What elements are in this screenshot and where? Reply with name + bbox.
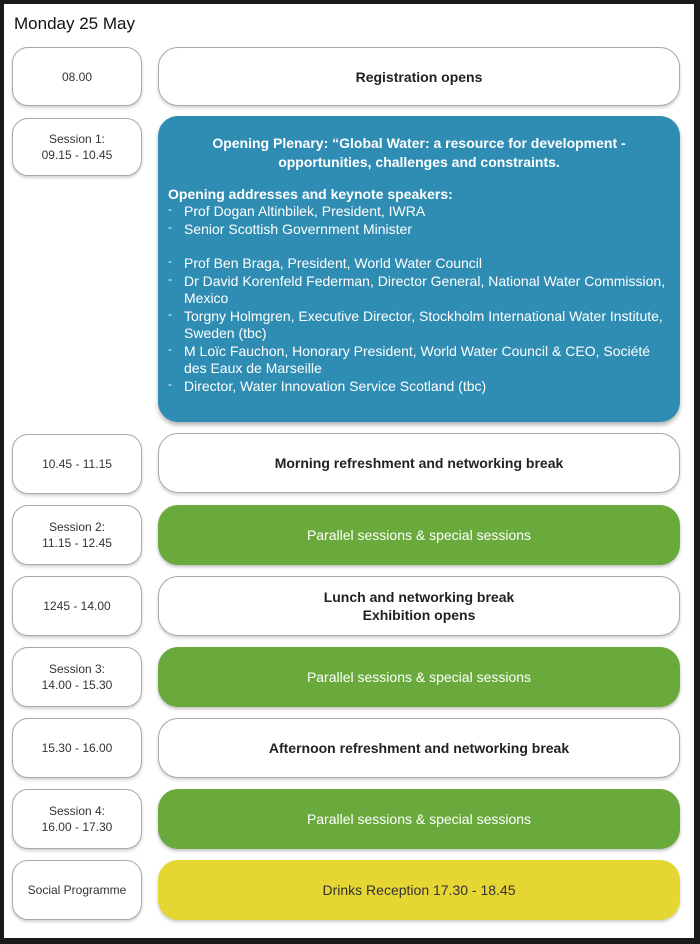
schedule-event: Registration opens xyxy=(158,47,680,106)
schedule-event: Morning refreshment and networking break xyxy=(158,433,680,493)
schedule-event: Afternoon refreshment and networking break xyxy=(158,718,680,778)
speaker-item: - M Loïc Fauchon, Honorary President, World Water Council & CEO, Société des Eaux de Marseille xyxy=(168,343,670,378)
time-slot: Session 1: 09.15 - 10.45 xyxy=(12,118,142,176)
speaker-item: - Prof Dogan Altinbilek, President, IWRA xyxy=(168,203,670,221)
opening-plenary xyxy=(158,116,680,422)
speaker-item: - Dr David Korenfeld Federman, Director General, National Water Commission, Mexico xyxy=(168,273,670,308)
speaker-item: - Senior Scottish Government Minister xyxy=(168,221,670,239)
time-slot: Session 4: 16.00 - 17.30 xyxy=(12,789,142,849)
speaker-item: - Prof Ben Braga, President, World Water Council xyxy=(168,255,670,273)
schedule-event: Parallel sessions & special sessions xyxy=(158,647,680,707)
plenary-title: Opening Plenary: “Global Water: a resource for development - opportunities, challenges and constraints. xyxy=(212,135,626,170)
time-slot: 1245 - 14.00 xyxy=(12,576,142,636)
schedule-event: Lunch and networking break Exhibition opens xyxy=(158,576,680,636)
time-slot: Session 3: 14.00 - 15.30 xyxy=(12,647,142,707)
time-slot: 15.30 - 16.00 xyxy=(12,718,142,778)
schedule-event: Drinks Reception 17.30 - 18.45 xyxy=(158,860,680,920)
plenary-subhead: Opening addresses and keynote speakers: xyxy=(168,186,453,202)
schedule-event: Parallel sessions & special sessions xyxy=(158,505,680,565)
day-title: Monday 25 May xyxy=(14,14,135,33)
speaker-item: - Director, Water Innovation Service Scotland (tbc) xyxy=(168,378,670,396)
programme-page xyxy=(4,4,694,938)
schedule-event: Parallel sessions & special sessions xyxy=(158,789,680,849)
time-slot: 08.00 xyxy=(12,47,142,106)
time-slot: Social Programme xyxy=(12,860,142,920)
speaker-item: - Torgny Holmgren, Executive Director, Stockholm International Water Institute, Sweden (tbc) xyxy=(168,308,670,343)
time-slot: 10.45 - 11.15 xyxy=(12,434,142,494)
speaker-list xyxy=(168,203,670,395)
time-slot: Session 2: 11.15 - 12.45 xyxy=(12,505,142,565)
